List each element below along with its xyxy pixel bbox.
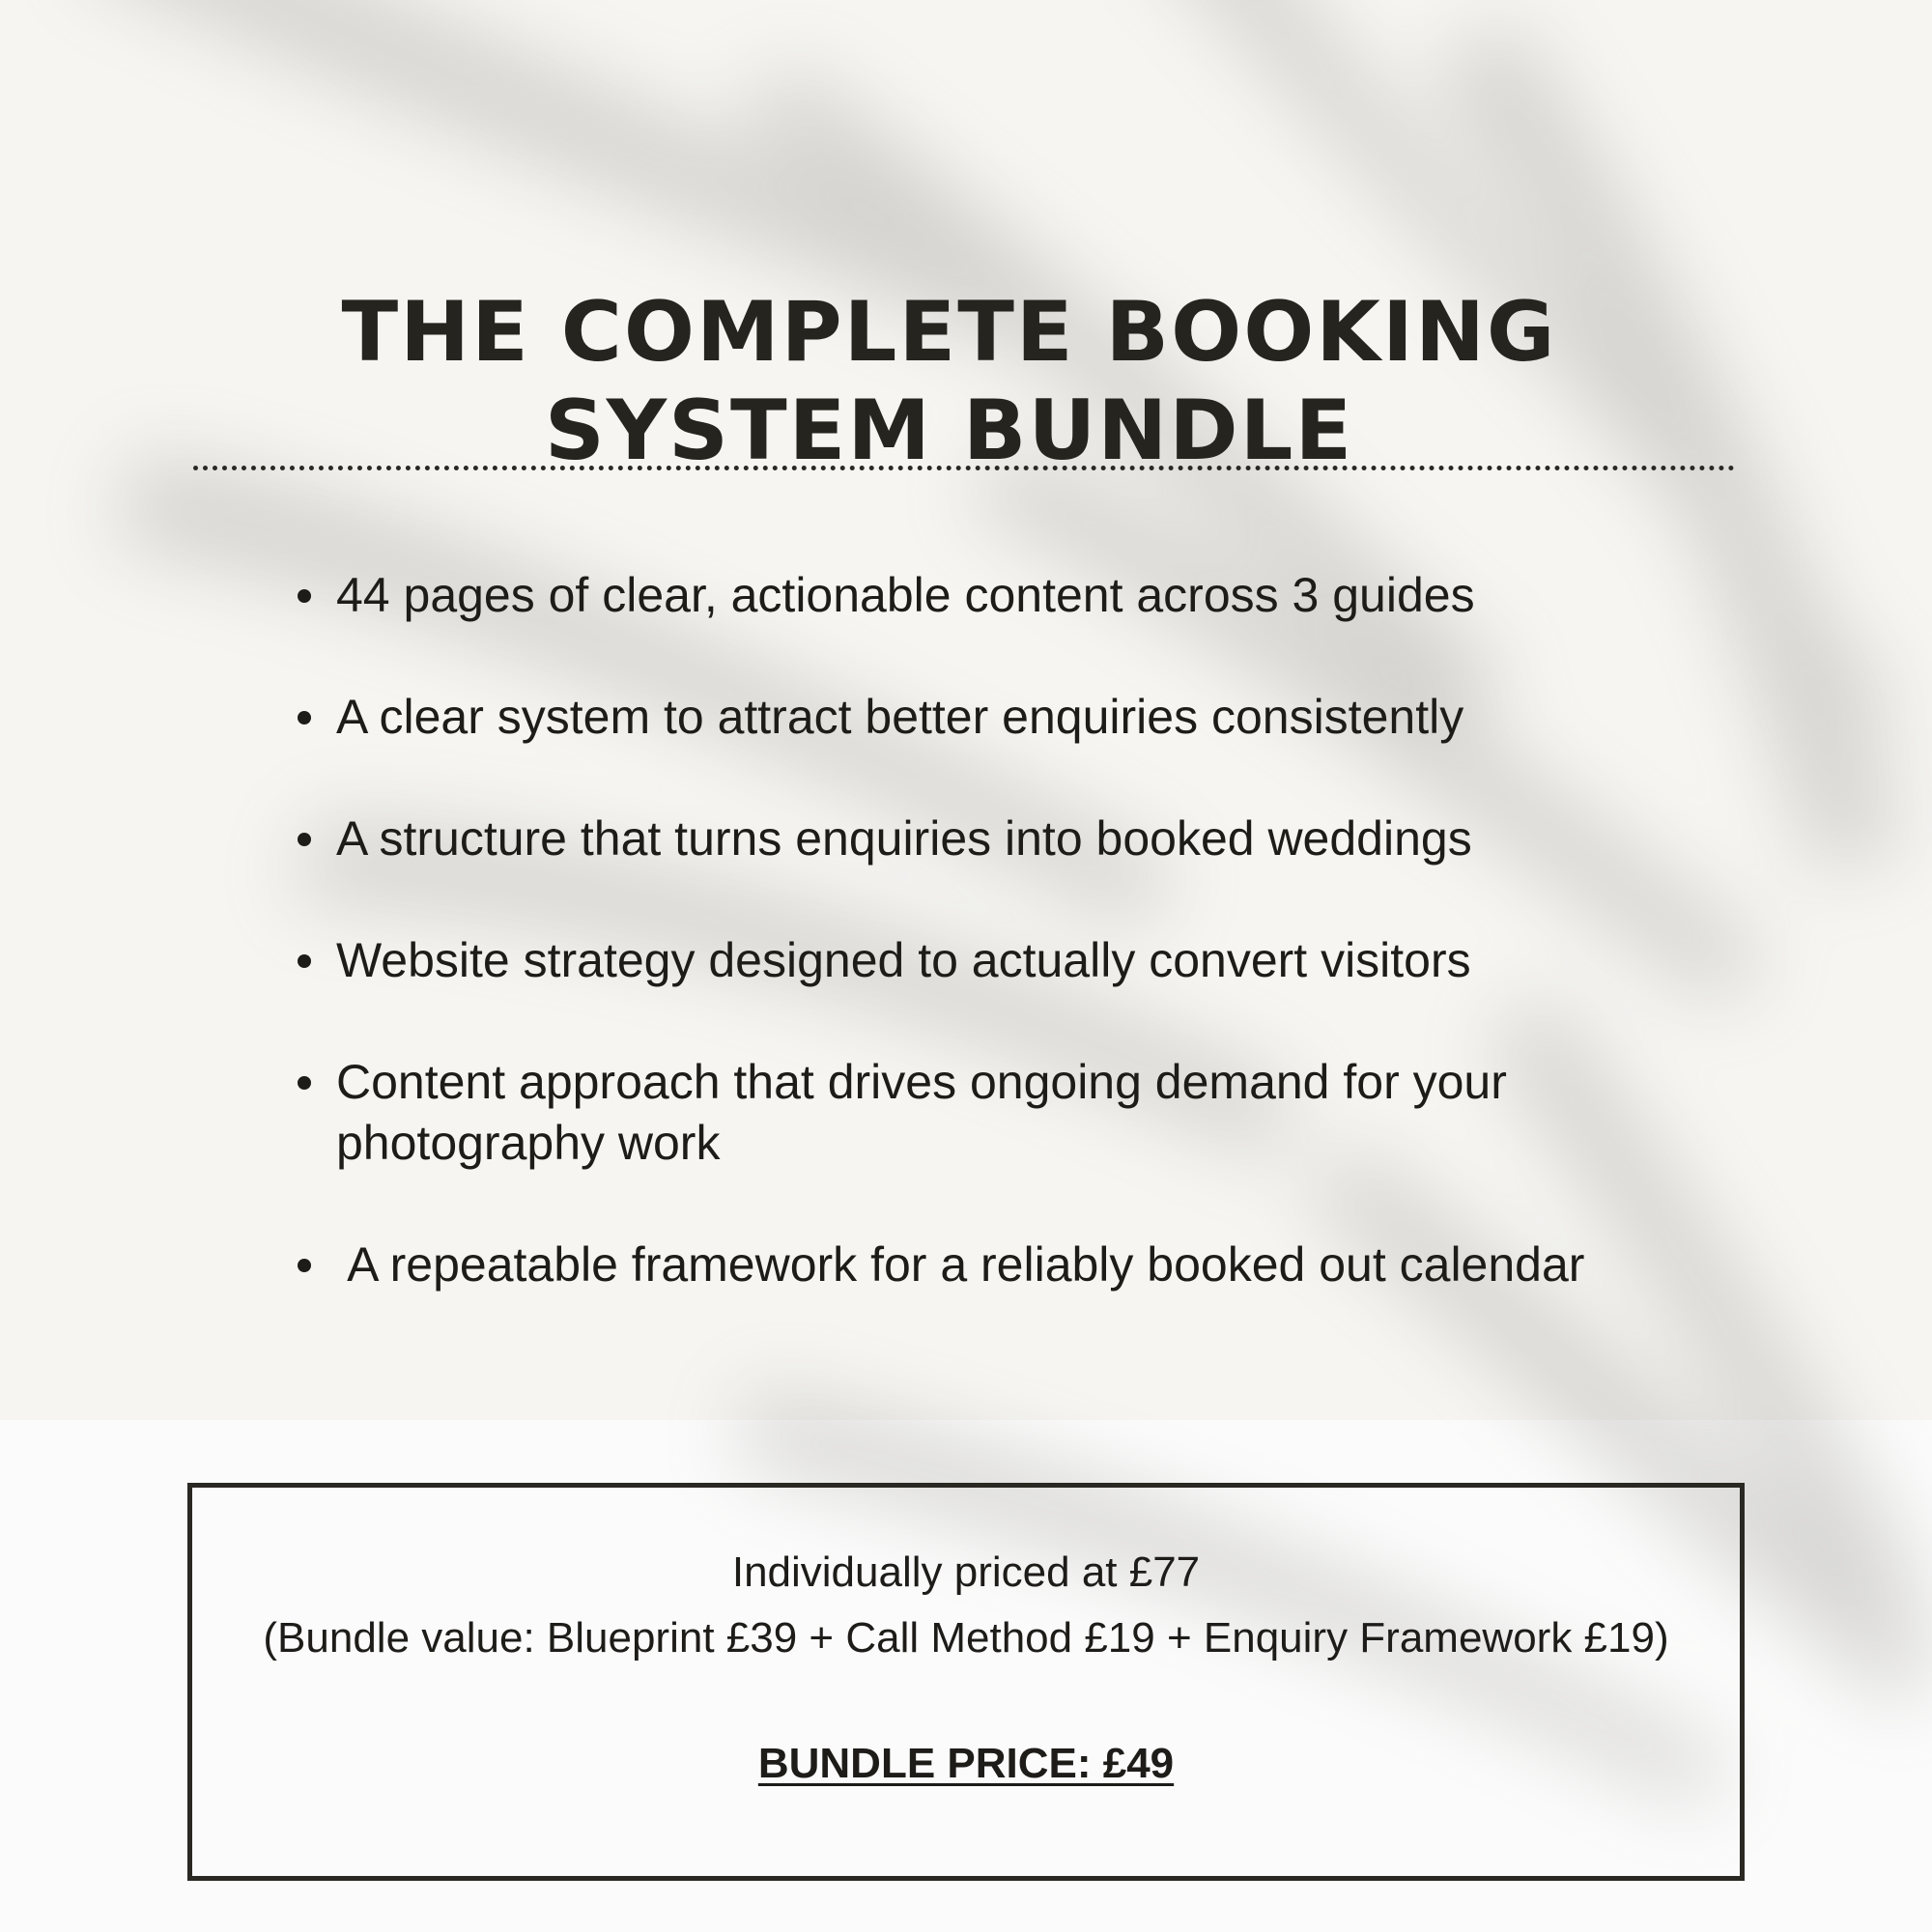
feature-text: Content approach that drives ongoing demand for your photography work	[336, 1055, 1507, 1170]
bullet-dot-icon	[298, 589, 311, 603]
title-line-1: THE COMPLETE BOOKING	[341, 283, 1557, 381]
feature-text: Website strategy designed to actually convert visitors	[336, 933, 1471, 987]
feature-item	[280, 1052, 1708, 1174]
feature-item	[280, 1235, 1729, 1295]
page-title	[155, 283, 1744, 480]
feature-item	[280, 809, 1729, 869]
feature-list	[280, 565, 1729, 1356]
pricing-box	[187, 1483, 1745, 1881]
bullet-dot-icon	[298, 1076, 311, 1090]
feature-item	[280, 565, 1729, 626]
title-line-2: SYSTEM BUNDLE	[544, 382, 1354, 479]
bundle-value-breakdown: (Bundle value: Blueprint £39 + Call Method £19 + Enquiry Framework £19)	[263, 1614, 1669, 1662]
bullet-dot-icon	[298, 833, 311, 846]
feature-item	[280, 687, 1729, 748]
feature-text: A structure that turns enquiries into booked weddings	[336, 811, 1472, 866]
feature-item	[280, 930, 1729, 991]
bullet-dot-icon	[298, 1259, 311, 1272]
feature-text: 44 pages of clear, actionable content across 3 guides	[336, 568, 1475, 622]
bundle-price: BUNDLE PRICE: £49	[757, 1740, 1175, 1787]
individual-price: Individually priced at £77	[731, 1548, 1201, 1596]
feature-text: A repeatable framework for a reliably booked out calendar	[336, 1237, 1585, 1292]
feature-text: A clear system to attract better enquiries consistently	[336, 690, 1464, 744]
bullet-dot-icon	[298, 711, 311, 724]
bullet-dot-icon	[298, 954, 311, 968]
dotted-divider	[193, 466, 1735, 470]
